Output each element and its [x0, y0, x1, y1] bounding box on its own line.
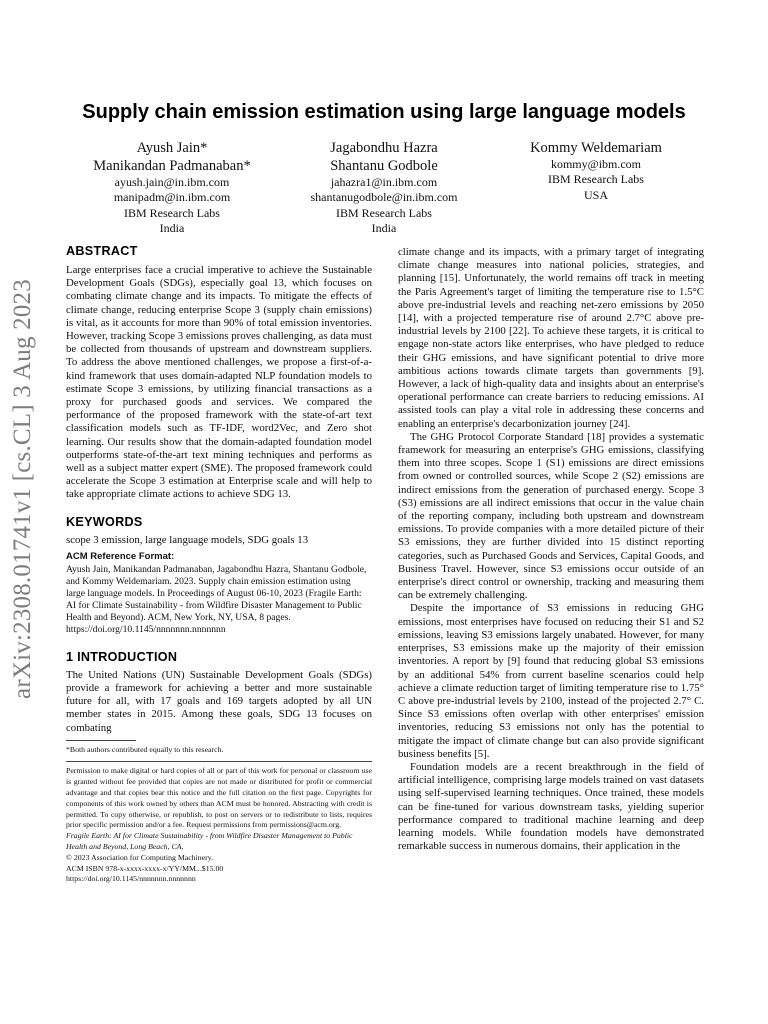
author-country: USA: [583, 187, 608, 202]
body-paragraph: Foundation models are a recent breakthrough in the field of artificial intelligence, comprising large models trained on vast datasets using self-supervised learning techniques. Once trained, these models can be fine-tuned for various downstream tasks, yielding superior performance compared to traditional machine learning and deep learning models. While foundation models have demonstrated remarkable success in numerous domains, their application in the: [398, 760, 704, 853]
abstract-heading: ABSTRACT: [66, 244, 138, 258]
author-name: Ayush Jain*: [136, 140, 208, 156]
author-country: India: [371, 221, 397, 236]
body-paragraph: Despite the importance of S3 emissions in reducing GHG emissions, most enterprises have focused on reducing their S1 and S2 emissions, leaving S3 emissions largely unabated. However, for many enterprises, S3 emissions make up the majority of their emission inventories. A report by [9] found that reducing global S3 emissions by an additional 54% from current baseline scenarios could help achieve a climate reduction target of limiting temperature rise to 1.75° C above pre-industrial levels by 2100, instead of the projected 2.7° C. Since S3 emissions often overlap with other enterprises' emission inventories, reducing S3 emissions not only has the potential to mitigate the impact of climate change but can also provide significant business benefits [5].: [398, 602, 704, 760]
footnote-rule: [66, 740, 136, 741]
author-name: Kommy Weldemariam: [530, 140, 662, 156]
author-email: kommy@ibm.com: [550, 157, 642, 171]
copyright-line: © 2023 Association for Computing Machinery.: [66, 852, 214, 862]
acm-reference-text: Ayush Jain, Manikandan Padmanaban, Jagabondhu Hazra, Shantanu Godbole, and Kommy Weldemariam. 2023. Supply chain emission estimation using large language models. In Proceedings of August 06-10, 2023 (Fragile Earth: AI for Climate Sustainability - from Wildfire Disaster Management to Public Health and Beyond). ACM, New York, NY, USA, 8 pages. https://doi.org/10.1145/nnnnnnn.nnnnnnn: [66, 563, 367, 635]
right-column: [398, 246, 704, 853]
body-paragraph: The GHG Protocol Corporate Standard [18] provides a systematic framework for measuring an enterprise's GHG emissions, classifying them into three scopes. Scope 1 (S1) emissions are direct emissions from owned or controlled sources, while Scope 2 (S2) emissions are indirect emissions from the generation of purchased energy. Scope 3 (S3) emissions are all indirect emissions that occur in the value chain of the reporting company, including both upstream and downstream emissions. To provide companies with a more detailed picture of their S3 emissions, they are further divided into 15 distinct reporting categories, such as Purchased Goods and Services, Capital Goods, and Business Travel. However, since S3 emissions occur outside of an enterprise's direct control or ownership, tracking and measuring them can be extremely challenging.: [398, 430, 704, 602]
doi-line: https://doi.org/10.1145/nnnnnnn.nnnnnnn: [66, 874, 196, 884]
author-name: Manikandan Padmanaban*: [93, 158, 251, 174]
arxiv-identifier-text: arXiv:2308.01741v1 [cs.CL] 3 Aug 2023: [9, 279, 36, 699]
author-name: Jagabondhu Hazra: [330, 140, 438, 156]
author-group-2: [278, 139, 490, 237]
permission-rule: [66, 761, 372, 762]
introduction-heading: 1 INTRODUCTION: [66, 649, 178, 664]
permission-text: Permission to make digital or hard copies of all or part of this work for personal or classroom use is granted without fee provided that copies are not made or distributed for profit or commercial advantage and that copies bear this notice and the full citation on the first page. Copyrights for components of this work owned by others than ACM must be honored. Abstracting with credit is permitted. To copy otherwise, or republish, to post on servers or to redistribute to lists, requires prior specific permission and/or a fee. Request permissions from permissions@acm.org.: [66, 766, 372, 830]
author-email: ayush.jain@in.ibm.com: [114, 175, 230, 189]
author-email: jahazra1@in.ibm.com: [330, 175, 438, 189]
author-name: Shantanu Godbole: [330, 158, 438, 174]
abstract-text: Large enterprises face a crucial imperative to achieve the Sustainable Development Goals (SDGs), especially goal 13, which focuses on combating climate change and its impacts. To mitigate the effects of climate change, reducing enterprise Scope 3 (supply chain emissions) is vital, as it accounts for more than 90% of total emission inventories. However, tracking Scope 3 emissions proves challenging, as data must be collected from thousands of upstream and downstream suppliers. To address the above mentioned challenges, we propose a first-of-a-kind framework that uses domain-adapted NLP foundation models to estimate Scope 3 emissions, by utilizing financial transactions as a proxy for purchased goods and services. We compared the performance of the proposed framework with the state-of-art text classification models such as TF-IDF, word2Vec, and Zero shot learning. Our results show that the domain-adapted foundation model outperforms state-of-the-art text mining techniques and performs as well as a subject matter expert (SME). The proposed framework could accelerate the Scope 3 estimation at Enterprise scale and will help to take appropriate climate actions to achieve SDG 13.: [66, 264, 372, 501]
acm-reference-label: ACM Reference Format:: [66, 550, 175, 562]
author-email: manipadm@in.ibm.com: [113, 190, 231, 205]
author-org: IBM Research Labs: [548, 172, 644, 187]
paper-title: Supply chain emission estimation using large language models: [82, 101, 686, 123]
footnote-text: *Both authors contributed equally to this research.: [66, 744, 224, 754]
author-email: shantanugodbole@in.ibm.com: [310, 190, 458, 205]
introduction-paragraph: The United Nations (UN) Sustainable Development Goals (SDGs) provide a framework for achieving a better and more sustainable future for all, with 17 goals and 169 targets adopted by all UN member states in 2015. Among these goals, SDG 13 focuses on combating: [66, 668, 372, 734]
keywords-text: scope 3 emission, large language models, SDG goals 13: [66, 533, 309, 546]
body-paragraph: climate change and its impacts, with a primary target of integrating climate change measures into national policies, strategies, and planning [15]. Unfortunately, the world remains off track in meeting the Paris Agreement's target of limiting the temperature rise to 1.5°C above pre-industrial levels and reaching net-zero emissions by 2050 [14], with a projected temperature rise of around 2.7°C above pre-industrial levels by 2100 [22]. To achieve these targets, it is critical to engage non-state actors like enterprises, who have pledged to reduce their GHG emissions, and have significant potential to drive more ambitious actions towards climate targets than governments [9]. However, a lack of high-quality data and insights about an enterprise's operational performance can create barriers to reducing emissions. AI assisted tools can play a vital role in addressing these concerns and enabling an enterprise's decarbonization journey [24].: [398, 246, 704, 430]
conference-venue: Fragile Earth: AI for Climate Sustainability - from Wildfire Disaster Management to Public Health and Beyond, Long Beach, CA,: [66, 831, 353, 852]
author-org: IBM Research Labs: [336, 205, 432, 220]
author-country: India: [159, 221, 185, 236]
isbn-line: ACM ISBN 978-x-xxxx-xxxx-x/YY/MM...$15.00: [66, 863, 224, 873]
author-group-1: [66, 139, 278, 237]
author-org: IBM Research Labs: [124, 205, 220, 220]
author-block: [66, 139, 702, 239]
left-column: [66, 244, 372, 885]
author-group-3: [490, 139, 702, 203]
keywords-heading: KEYWORDS: [66, 514, 143, 529]
arxiv-identifier: [0, 279, 46, 699]
